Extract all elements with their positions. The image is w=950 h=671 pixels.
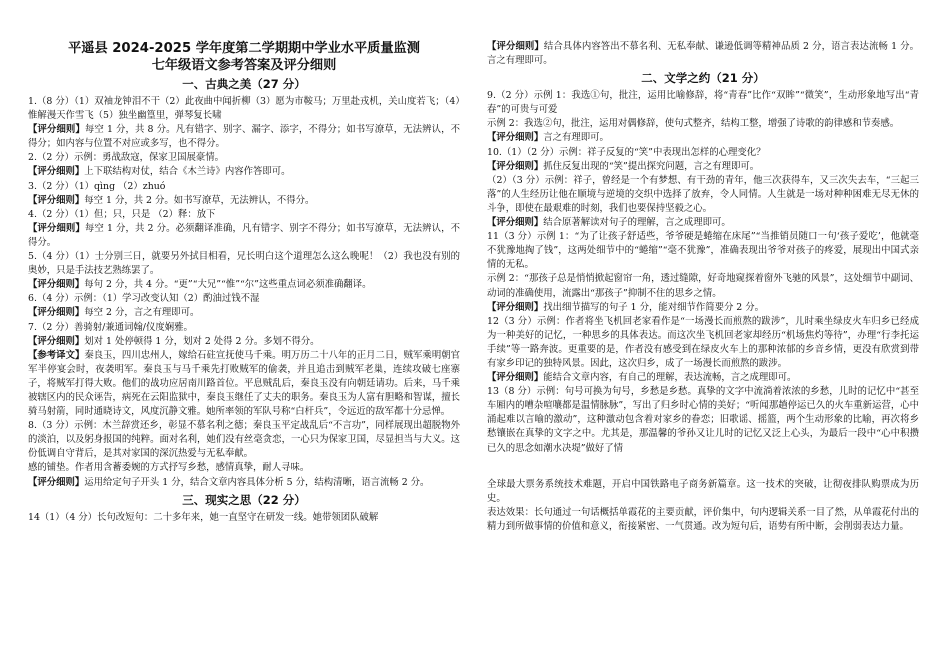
section-heading-classical: 一、古典之美（27 分） [182,77,306,91]
scoring-tag: 【评分细则】 [28,194,85,206]
scoring-tag: 【评分细则】 [487,41,544,52]
scoring-q9: 【评分细则】言之有理即可。 [487,132,609,144]
scoring-q5: 【评分细则】每句 2 分，共 4 分。“更”“大兄”“惟”“尔”这些重点词必须准确翻译。 [28,279,372,291]
answer-q11-example2: 示例 2：“那孩子总是悄悄掀起窗帘一角，透过缝隙，好奇地窥探着窗外飞驰的风景”，这处细节中副词、动词的准确使用，流露出“那孩子”抑制不住的思乡之情。 [487,273,919,299]
scoring-tag: 【评分细则】 [28,307,85,319]
scoring-tag: 【评分细则】 [28,124,85,136]
answer-q7: 7.（2 分）善骑射/兼通词翰/仪度娴雅。 [28,321,193,333]
answer-q4: 4.（2 分）（1）但；只，只是 （2）释：放下 [28,208,216,220]
answer-q5: 5.（4 分）（1）士分别三日，就要另外拭目相看，兄长明白这个道理怎么这么晚呢！（2）我也没有别的奥妙，只是手法技艺熟练罢了。 [28,251,460,277]
scoring-q8: 【评分细则】结合具体内容答出不慕名利、无私奉献、谦逊低调等精神品质 2 分，语言表达流畅 1 分。言之有理即可。 [487,41,919,67]
answer-q3: 3.（2 分）（1）qìng （2）zhuó [28,180,166,192]
answer-q14-part2: 全球最大票务系统技术难题，开启中国铁路电子商务新篇章。这一技术的突破，让彻夜排队购票成为历史。 [487,478,919,504]
scoring-q7: 【评分细则】划对 1 处停顿得 1 分，划对 2 处得 2 分。多划不得分。 [28,335,320,347]
answer-q9-example2: 示例 2：我选②句，批注，运用对偶修辞，使句式整齐，结构工整，增强了诗歌的韵律感和节奏感。 [487,118,900,130]
answer-q6: 6.（4 分）示例：（1）学习改变认知（2）酌油过钱不湿 [28,293,260,305]
answer-q2: 2.（2 分）示例：勇战敌寇，保家卫国展豪情。 [28,152,225,164]
scoring-q6: 【评分细则】每空 2 分，言之有理即可。 [28,307,200,319]
scoring-tag: 【评分细则】 [487,301,544,313]
answer-q9-example1: 9.（2 分）示例 1：我选①句，批注，运用比喻修辞，将“青春”比作“双眸”“微笑”，生动形象地写出“青春”的可贵与可爱 [487,90,919,116]
scoring-q1: 【评分细则】每空 1 分，共 8 分。凡有错字、别字、漏字、添字，不得分；如书写潦草，无法辨认，不得分；如内容与位置不对应或多写，也不得分。 [28,124,460,150]
scoring-tag: 【评分细则】 [487,132,544,144]
scoring-tag: 【参考译文】 [28,349,85,361]
scoring-q12: 【评分细则】能结合文章内容，有自己的理解，表达流畅，言之成理即可。 [487,372,797,384]
scoring-q10-2: 【评分细则】结合原著解读对句子的理解，言之成理即可。 [487,217,731,229]
scoring-tag: 【评分细则】 [28,166,85,178]
left-column [28,40,460,525]
scoring-tag: 【评分细则】 [487,372,544,384]
scoring-q10-1: 【评分细则】抓住反复出现的“笑”提出探究问题，言之有理即可。 [487,160,760,172]
scoring-q3: 【评分细则】每空 1 分，共 2 分。如书写潦草，无法辨认，不得分。 [28,194,315,206]
answer-q10-1: 10.（1）（2 分）示例：祥子反复的“笑”中表现出怎样的心理变化？ [487,146,766,158]
reference-translation: 【参考译文】秦良玉，四川忠州人，嫁给石砫宣抚使马千乘。明万历二十八年的正月二日，贼军乘明朝官军半停宴会时，夜袭明军。秦良玉与马千乘先打败贼军的偷袭，并且追击到贼军老巢，连续攻破七座寨子，将贼军打得大败。他们的战功应居南川路首位。平息贼乱后，秦良玉没有向朝廷请功。后来，马千乘被辖区内的民众诬告，病死在云阳监狱中，秦良玉继任了丈夫的职务。秦良玉为人富有胆略和智谋，擅长骑马射箭，同时通晓诗文，风度沉静文雅。她所率领的军队号称“白杆兵”，令远近的敌军都十分忌惮。 [28,349,460,418]
scoring-q2: 【评分细则】上下联结构对仗，结合《木兰诗》内容作答即可。 [28,166,291,178]
answer-q12: 12（3 分）示例：作者将坐飞机回老家看作是“一场漫长而煎熬的跋涉”，儿时乘坐绿皮火车归乡已经成为一种美好的记忆，一种思乡的具体表达。而这次坐飞机回老家却经历“机场焦灼等待”，办理“行李托运手续”等一路奔波。更重要的是，作者没有感受到在绿皮火车上的那种浓郁的乡音乡情，更没有欣赏到带有家乡印记的独特风景。因此，这次归乡，成了一场漫长而煎熬的跋涉。 [487,315,919,369]
section-heading-reality: 三、现实之思（22 分） [182,492,306,507]
answer-q13-continued: 感的铺垫。作者用含蓄委婉的方式抒写乡愁，感情真挚，耐人寻味。 [28,462,310,474]
scoring-tag: 【评分细则】 [28,222,85,234]
answer-q13: 13（8 分）示例：句号可换为句号，乡愁是乡愁。真挚的文字中流淌着浓浓的乡愁，儿时的记忆中“甚至车厢内的嘈杂喧嚷都是温情脉脉”，写出了归乡时心情的美好；“听闻那趟停运已久的火车重新运营，心中涌起难以言喻的激动”，这种激动包含着对家乡的眷恋；旧歌谣、摇篮，两个生动形象的比喻，再次将乡愁镶嵌在真挚的文字之中。尤其是，那温馨的爷孙又让儿时的记忆又泛上心头，为最后一段中“心中积攒已久的思念如潮水决堤”做好了情 [487,386,919,454]
scoring-q4: 【评分细则】每空 1 分，共 2 分。必须翻译准确，凡有错字、别字不得分；如书写潦草，无法辨认，不得分。 [28,222,460,248]
answer-q14-part1: 14（1）（4 分）长句改短句：二十多年来，她一直坚守在研发一线。她带领团队破解 [28,511,379,523]
scoring-q11: 【评分细则】找出细节描写的句子 1 分，能对细节作简要分 2 分。 [487,301,764,313]
page-title-line2: 七年级语文参考答案及评分细则 [151,58,337,73]
answer-q11-example1: 11（3 分）示例 1：“为了让孩子舒适些，爷爷硬是蜷缩在床尾”“当推销员随口一句‘孩子爱吃’，他就毫不犹豫地掏了钱”，这两处细节中的“蜷缩”“毫不犹豫”，准确表现出爷爷对孩子的疼爱，展现出中国式亲情的无私。 [487,231,919,271]
scoring-tag: 【评分细则】 [28,335,85,347]
answer-q10-2: （2）（3 分）示例：祥子，曾经是一个有梦想、有干劲的青年，他三次获得车，又三次失去车，“三起三落”的人生经历让他在顺境与逆境的交织中选择了放弃，令人同情。人生就是一场对种种困难无尽无休的斗争，即使在最艰难的时刻，我们也要保持坚毅之心。 [487,174,919,214]
scoring-tag: 【评分细则】 [487,217,544,229]
scoring-tag: 【评分细则】 [28,476,85,488]
scoring-tag: 【评分细则】 [487,160,544,172]
answer-q14-effect: 表达效果：长句通过一句话概括单霞花的主要贡献，评价集中，句内逻辑关系一目了然，从单霞花付出的精力到所做事情的价值和意义，衔接紧密、一气贯通。改为短句后，语势有所中断，会削弱表达力量。 [487,506,919,532]
scoring-tag: 【评分细则】 [28,279,85,291]
right-column [487,40,919,534]
page-title-line1: 平遥县 2024-2025 学年度第二学期期中学业水平质量监测 [68,41,420,56]
answer-q1: 1.（8 分）（1）双袖龙钟泪不干（2）此夜曲中闻折柳（3）愿为市鞍马；万里赴戎机，关山度若飞；（4）惟解漫天作雪飞（5）独坐幽篁里，弹琴复长啸 [28,96,460,122]
section-heading-literature: 二、文学之约（21 分） [641,71,765,86]
scoring-q13: 【评分细则】运用给定句子开头 1 分，结合文章内容具体分析 5 分，结构清晰，语言流畅 2 分。 [28,476,430,488]
answer-q8: 8.（3 分）示例：木兰辞赏还乡，彰显不慕名利之德；秦良玉平定战乱后“不言功”，同样展现出超脱物外的淡泊，以及躬身报国的纯粹。面对名利，她们没有丝毫贪恋，一心只为保家卫国，尽显担当与大义。这份低调自守背后，是其对家国的深沉热爱与无私奉献。 [28,420,460,460]
